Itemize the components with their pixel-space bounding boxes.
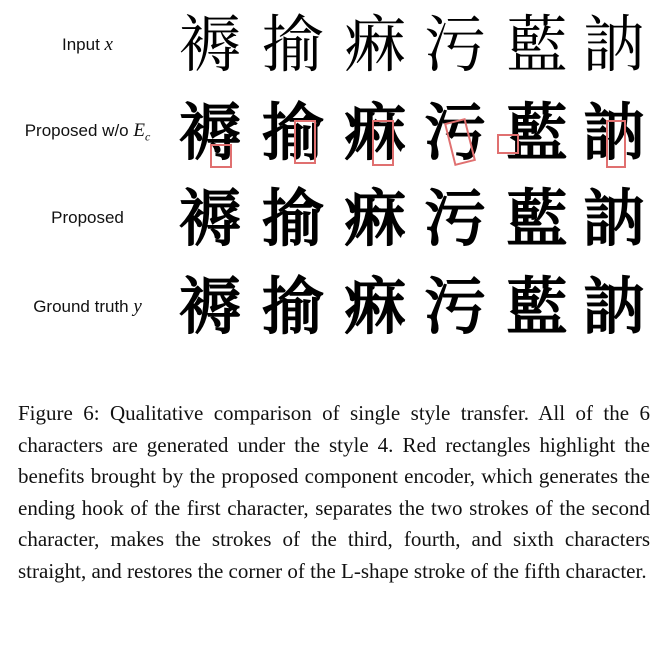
char-1: 褥 bbox=[178, 8, 241, 81]
char-3: 痳 bbox=[343, 182, 406, 255]
highlight-box-char-2 bbox=[294, 120, 316, 164]
row-input bbox=[0, 6, 655, 92]
char-6: 訥 bbox=[582, 96, 645, 169]
char-1: 褥 bbox=[178, 182, 241, 255]
char-4: 污 bbox=[423, 8, 486, 81]
row-label-symbol: E bbox=[133, 120, 145, 141]
char-3: 痳 bbox=[343, 96, 406, 169]
char-2: 揄 bbox=[261, 270, 324, 343]
char-2: 揄 bbox=[261, 182, 324, 255]
char-5: 藍 bbox=[505, 96, 568, 169]
highlight-box-char-3 bbox=[372, 120, 394, 166]
row-label-text: Ground truth bbox=[33, 297, 129, 316]
char-3: 痳 bbox=[343, 270, 406, 343]
row-label-text: Proposed bbox=[51, 208, 124, 227]
row-proposed bbox=[0, 180, 655, 266]
row-ground-truth bbox=[0, 266, 655, 352]
row-proposed-without-ec bbox=[0, 94, 655, 180]
row-label-proposed-without-ec bbox=[0, 120, 175, 144]
row-label-text: Proposed w/o bbox=[24, 121, 129, 140]
figure-caption: Figure 6: Qualitative comparison of single style transfer. All of the 6 characters are generated under the style 4. Red rectangles highlight the benefits brought by the proposed component encoder, which generates the ending hook of the first character, separates the two strokes of the second character, makes the strokes of the third, fourth, and sixth characters straight, and restores the corner of the L-shape stroke of the fifth character. bbox=[18, 401, 650, 583]
row-label-symbol: x bbox=[104, 34, 113, 55]
row-label-input bbox=[0, 34, 175, 56]
char-6: 訥 bbox=[582, 8, 645, 81]
highlight-box-char-1 bbox=[210, 144, 232, 168]
char-5: 藍 bbox=[505, 182, 568, 255]
char-3: 痳 bbox=[343, 8, 406, 81]
highlight-box-char-5 bbox=[497, 134, 519, 154]
row-label-subscript: c bbox=[144, 129, 151, 144]
char-4: 污 bbox=[423, 182, 486, 255]
highlight-box-char-6 bbox=[606, 120, 626, 168]
row-label-text: Input bbox=[62, 35, 100, 54]
char-5: 藍 bbox=[505, 8, 568, 81]
row-label-symbol: y bbox=[133, 296, 142, 317]
row-label-ground-truth bbox=[0, 296, 175, 318]
char-4: 污 bbox=[423, 270, 486, 343]
char-1: 褥 bbox=[178, 96, 241, 169]
char-6: 訥 bbox=[582, 270, 645, 343]
char-6: 訥 bbox=[582, 182, 645, 255]
char-2: 揄 bbox=[261, 96, 324, 169]
char-1: 褥 bbox=[178, 270, 241, 343]
char-5: 藍 bbox=[505, 270, 568, 343]
char-4: 污 bbox=[423, 96, 486, 169]
char-2: 揄 bbox=[261, 8, 324, 81]
row-label-proposed bbox=[0, 208, 175, 228]
